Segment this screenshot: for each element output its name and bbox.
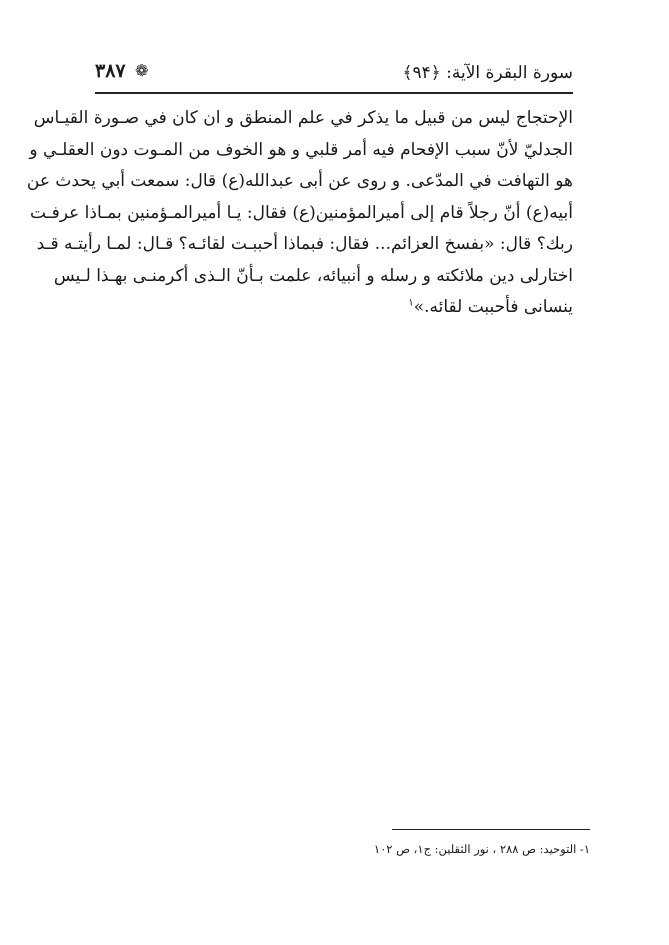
footnote-rule [392,829,590,830]
footnote-marker[interactable]: ۱ [408,297,414,309]
text-line-content: ينسانى فأحببت لقائه.» [413,297,573,317]
text-line: اختارلى دين ملائكته و رسله و أنبيائه، علمت بـأنّ الـذى أكرمنـى بهـذا لـيس [53,265,573,286]
footnote: ۱- التوحيد: ص ۲۸۸ ، نور الثقلين: ج۱، ص ۱۰۲ [373,842,590,856]
text-line: الإحتجاج ليس من قبيل ما يذكر في علم المنطق و ان كان في صـورة القيـاس [33,108,573,128]
header-rule [95,92,573,94]
text-line: ربك؟ قال: «بفسخ العزائم... فقال: فبماذا أحببـت لقائـه؟ قـال: لمـا رأيتـه قـد [36,234,573,254]
running-title: سورة البقرة الآية: ﴿۹۴﴾ [402,63,573,83]
page-header [95,58,573,86]
body-text [26,103,573,324]
ornament-icon: ❁ [135,61,149,80]
text-line: هو التهافت في المدّعى. و روى عن أبى عبدالله(ع) قال: سمعت أبي يحدث عن [26,171,573,191]
page-number: ۳۸۷ [95,60,126,82]
text-line: الجدليّ لأنّ سبب الإفحام فيه أمر قلبي و هو الخوف من المـوت دون العقلـي و [29,139,573,160]
text-line-last [95,292,573,324]
text-line: أبيه(ع) أنّ رجلاً قام إلى أميرالمؤمنين(ع) فقال: يـا أميرالمـؤمنين بمـاذا عرفـت [29,202,573,223]
